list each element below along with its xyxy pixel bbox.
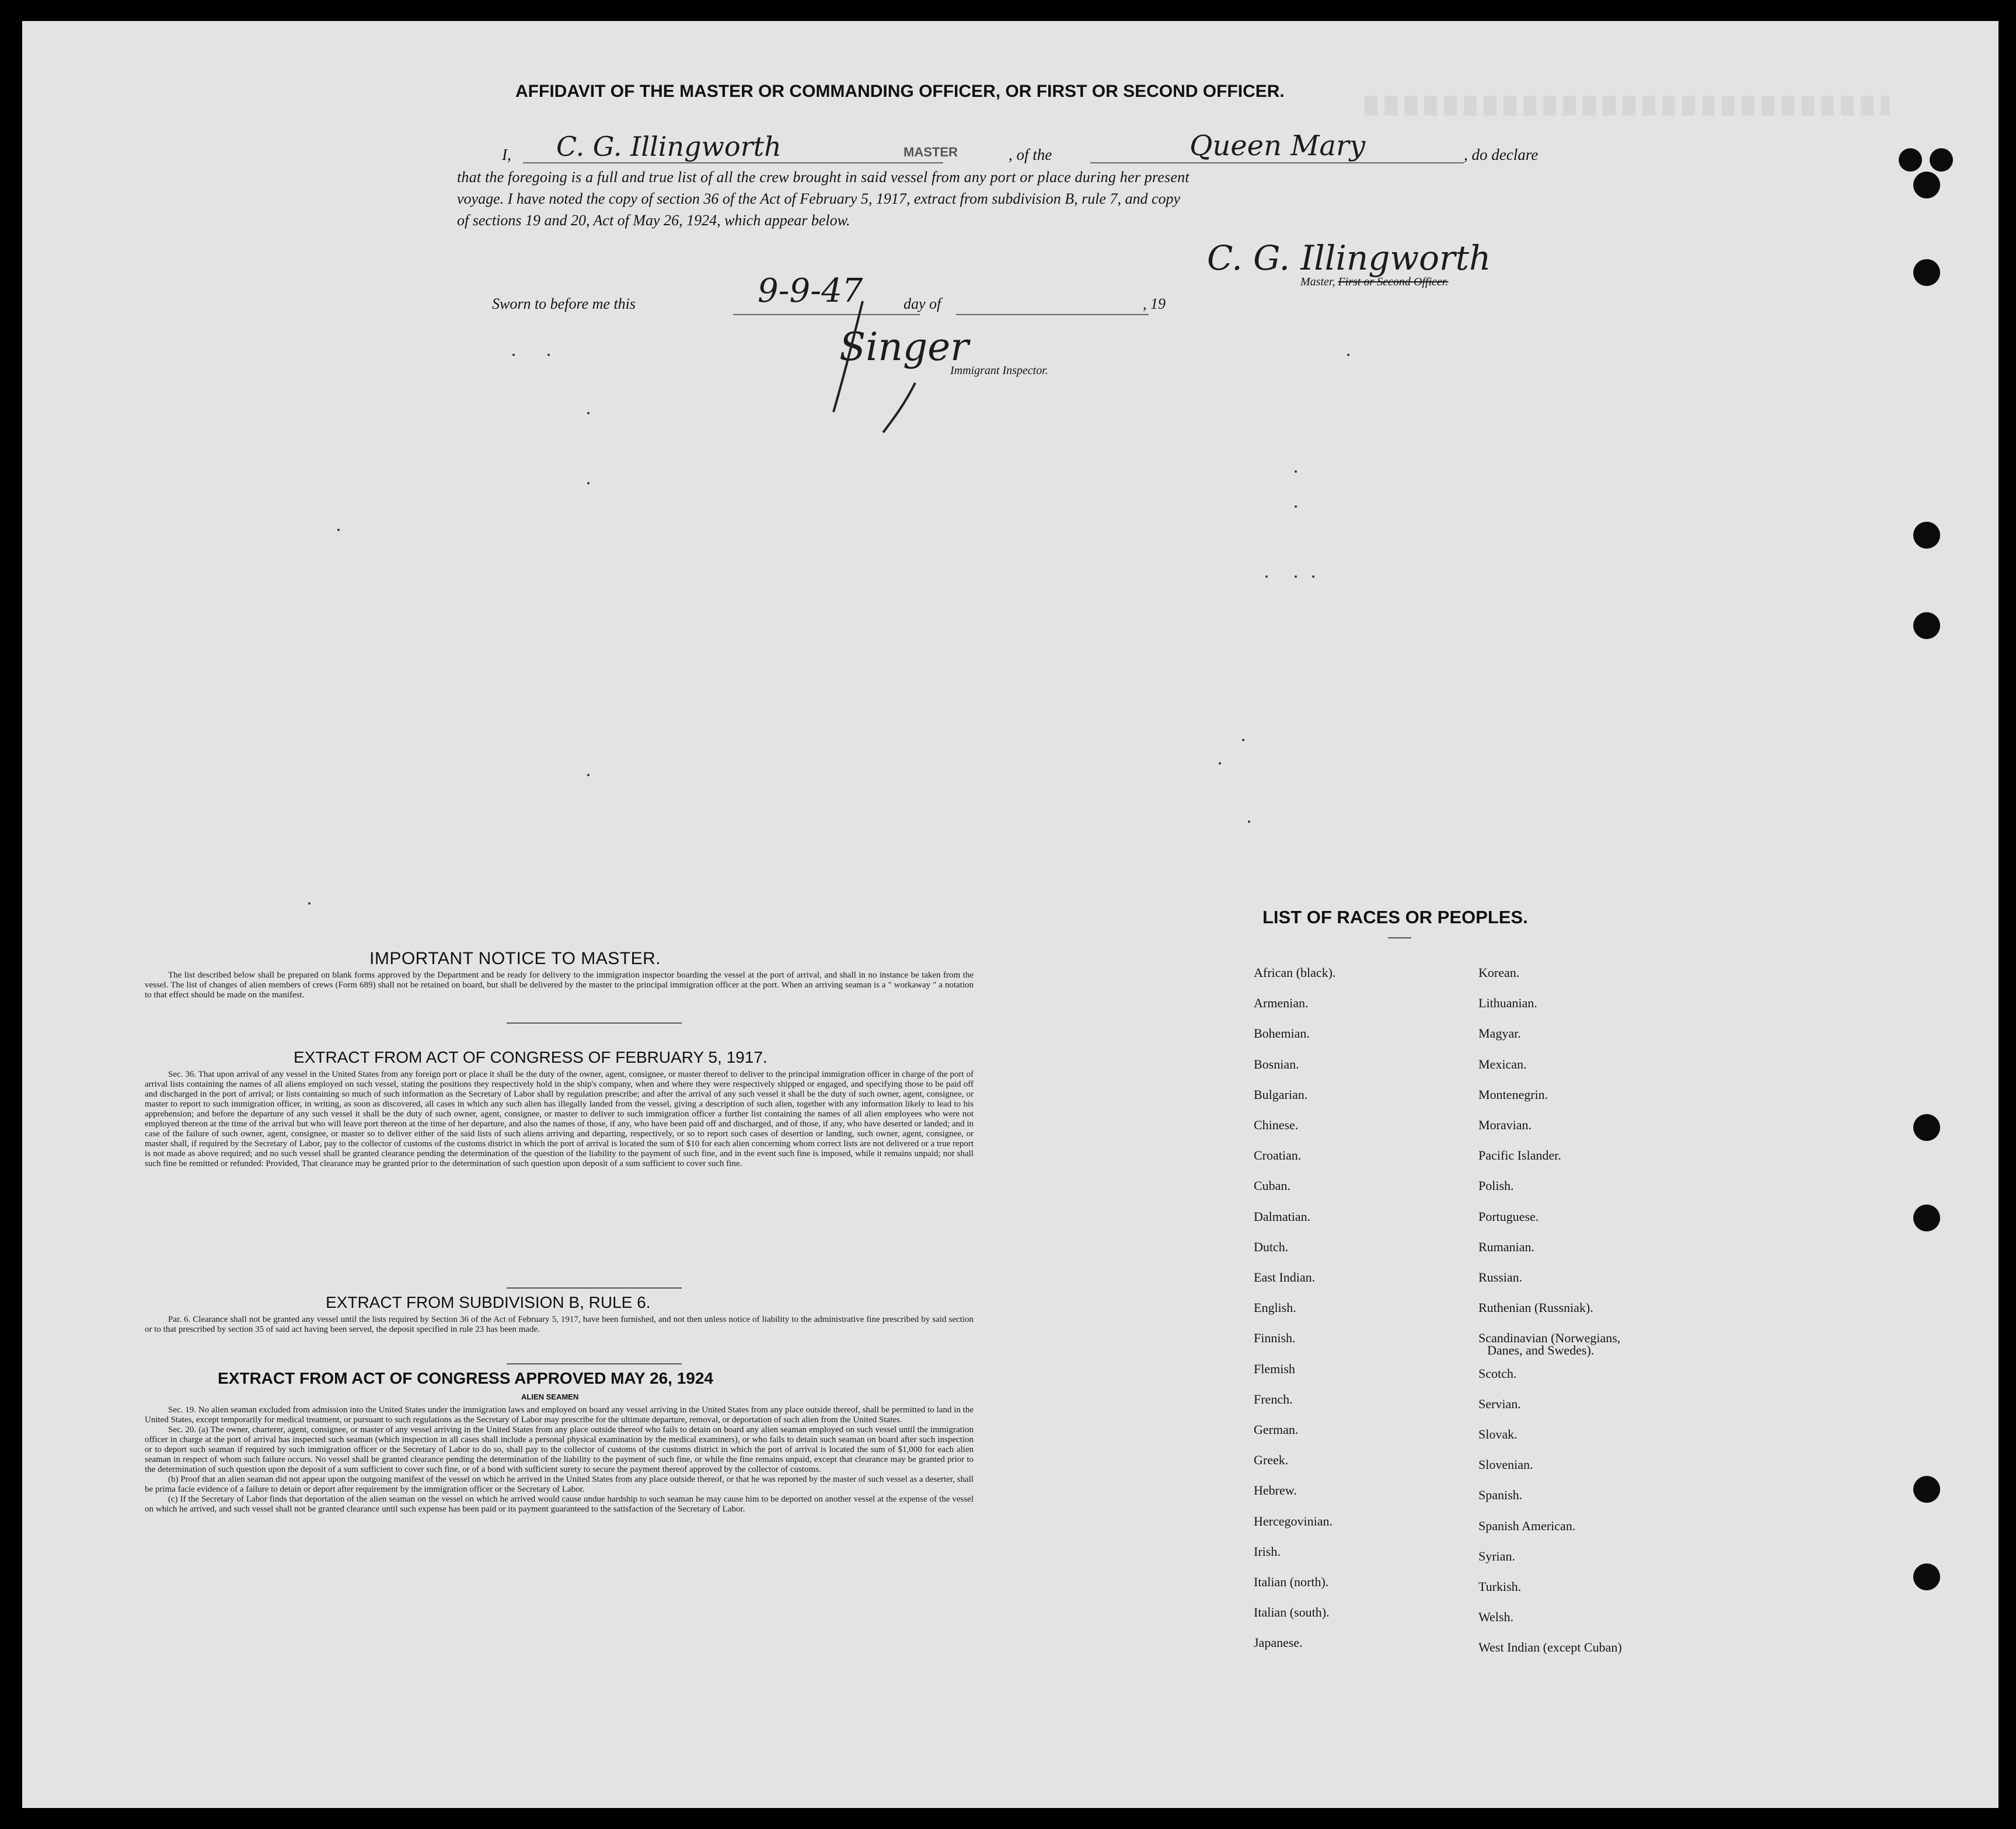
race-item-left: Bohemian. xyxy=(1254,1026,1310,1041)
speck xyxy=(587,482,590,484)
extract-1924-title: EXTRACT FROM ACT OF CONGRESS APPROVED MAY 26, 1924 xyxy=(218,1369,713,1387)
punch-hole xyxy=(1913,612,1940,639)
sec-20b-paragraph: (b) Proof that an alien seaman did not appear upon the outgoing manifest of the vessel on which he arrived in the United States from any place outside thereof, or that he was reported by the master of such vessel as a deserter, shall be prima facie evidence of a failure to detain or deport after requirement by the immigration officer or the Secretary of Labor. xyxy=(145,1475,974,1494)
speck xyxy=(1242,739,1244,741)
subdivision-text xyxy=(145,1315,974,1335)
race-item-right: Magyar. xyxy=(1478,1026,1521,1041)
inspector-signature: Singer xyxy=(839,324,969,369)
affidavit-title: AFFIDAVIT OF THE MASTER OR COMMANDING OFFICER, OR FIRST OR SECOND OFFICER. xyxy=(515,82,1285,101)
sworn-date-handwritten: 9-9-47 xyxy=(758,272,863,310)
punch-hole xyxy=(1913,1114,1940,1141)
extract-1917-paragraph: Sec. 36. That upon arrival of any vessel in the United States from any foreign port or place it shall be the duty of the owner, agent, consignee, or master thereof to deliver to the principal immigration officer in charge of the port of arrival lists containing the names of all aliens employed on such vessel, stating the positions they respectively hold in the ship's company, when and where they were respectively shipped or engaged, and specifying those to be paid off and discharged in the port of arrival; or lists containing so much of such information as the Secretary of Labor shall by regulation prescribe; and after the arrival of any such vessel it shall be the duty of such owner, agent, consignee, or master to report to such immigration officer, in writing, as soon as discovered, all cases in which any such alien has illegally landed from the vessel, giving a description of such alien, together with any information likely to lead to his apprehension; and before the departure of any such vessel it shall be the duty of such owner, agent, consignee, or master to deliver to such immigration officer a further list containing the names of all alien employees who were not employed thereon at the time of the arrival but who will leave port thereon at the time of her departure, and also the names of those, if any, who have been paid off and discharged, and of those, if any, who have deserted or landed; and in case of the failure of such owner, agent, consignee, or master so to deliver either of the said lists of such aliens arriving and departing, respectively, or so to report such cases of desertion or landing, such owner, agent, consignee, or master shall, if required by the Secretary of Labor, pay to the collector of customs of the customs district in which the port of arrival is located the sum of $10 for each alien concerning whom correct lists are not delivered or a true report is not made as above required; and no such vessel shall be granted clearance pending the determination of the question of the liability to the payment of such fine, and in the event such fine is imposed, while it remains unpaid; nor shall such fine be remitted or refunded: Provided, That clearance may be granted prior to the determination of such question upon deposit of a sum sufficient to cover such fine. xyxy=(145,1070,974,1168)
punch-hole xyxy=(1913,1205,1940,1231)
race-item-left: Greek. xyxy=(1254,1453,1289,1467)
race-item-right: Mexican. xyxy=(1478,1057,1527,1071)
race-item-right: Spanish American. xyxy=(1478,1519,1576,1533)
speck xyxy=(512,354,515,356)
race-item-right: West Indian (except Cuban) xyxy=(1478,1640,1622,1655)
alien-seamen-subtitle: ALIEN SEAMEN xyxy=(521,1392,579,1401)
race-item-right: Montenegrin. xyxy=(1478,1087,1548,1102)
punch-hole xyxy=(1913,1476,1940,1503)
master-caption xyxy=(1300,275,1448,289)
document-page xyxy=(22,21,1998,1808)
race-item-left: Armenian. xyxy=(1254,996,1309,1010)
race-item-left: African (black). xyxy=(1254,965,1336,980)
speck xyxy=(308,902,311,905)
race-item-right: Servian. xyxy=(1478,1397,1521,1411)
section-divider xyxy=(507,1363,682,1364)
race-item-right: Russian. xyxy=(1478,1270,1523,1285)
subdivision-paragraph: Par. 6. Clearance shall not be granted any vessel until the lists required by Section 36 of the Act of February 5, 1917, have been furnished, and not then unless notice of liability to the administrative fine prescribed by said section or to that prescribed by section 35 of said act having been served, the deposit specified in rule 23 has been made. xyxy=(145,1315,974,1334)
speck xyxy=(1347,354,1349,356)
race-item-left: Bosnian. xyxy=(1254,1057,1299,1071)
race-item-left: French. xyxy=(1254,1392,1293,1406)
race-item-right: Moravian. xyxy=(1478,1118,1532,1132)
race-item-left: Chinese. xyxy=(1254,1118,1299,1132)
races-title-underline xyxy=(1388,937,1411,938)
vessel-name-handwritten: Queen Mary xyxy=(1190,130,1366,162)
race-item-left: Finnish. xyxy=(1254,1331,1296,1345)
race-item-right: Welsh. xyxy=(1478,1610,1513,1624)
speck xyxy=(1219,762,1221,765)
speck xyxy=(587,412,590,414)
month-line xyxy=(956,314,1149,315)
race-item-right: Scandinavian (Norwegians, xyxy=(1478,1331,1621,1345)
affidavit-body-line-3: voyage. I have noted the copy of section 36 of the Act of February 5, 1917, extract from subdivision B, rule 7, and copy xyxy=(457,190,1181,207)
race-item-right: Rumanian. xyxy=(1478,1240,1534,1254)
race-item-left: Dalmatian. xyxy=(1254,1209,1311,1224)
speck xyxy=(337,529,340,531)
day-of-label: day of xyxy=(904,295,941,312)
race-item-right: Slovenian. xyxy=(1478,1457,1533,1472)
vessel-name-line xyxy=(1090,162,1464,163)
race-item-left: German. xyxy=(1254,1422,1299,1437)
race-item-right: Korean. xyxy=(1478,965,1520,980)
officer-caption-struck: First or Second Officer. xyxy=(1338,275,1449,288)
speck xyxy=(547,354,550,356)
section-divider xyxy=(507,1287,682,1289)
punch-hole xyxy=(1913,1563,1940,1590)
sec-19-paragraph: Sec. 19. No alien seaman excluded from admission into the United States under the immigration laws and employed on board any vessel arriving in the United States from any place outside thereof, shall be permitted to land in the United States, except temporarily for medical treatment, or pursuant to such regulations as the Secretary of Labor may prescribe for the ultimate departure, removal, or deportation of such alien from the United States. xyxy=(145,1405,974,1425)
notice-paragraph: The list described below shall be prepared on blank forms approved by the Department and be ready for delivery to the immigration inspector boarding the vessel at the port of arrival, and shall in no instance be taken from the vessel. The list of changes of alien members of crews (Form 689) shall not be retained on board, but shall be delivered by the master to the principal immigration officer at the port. When an arriving seaman is a " workaway " a notation to that effect should be made on the manifest. xyxy=(145,971,974,1000)
race-item-left: Bulgarian. xyxy=(1254,1087,1308,1102)
extract-1924-text xyxy=(145,1405,974,1514)
of-the-label: , of the xyxy=(1009,146,1052,163)
punch-hole xyxy=(1899,148,1922,172)
notice-text xyxy=(145,971,974,1000)
race-item-right: Slovak. xyxy=(1478,1427,1518,1441)
punch-hole xyxy=(1913,172,1940,198)
race-item-left: English. xyxy=(1254,1300,1296,1315)
race-item-left: East Indian. xyxy=(1254,1270,1316,1285)
race-item-right: Syrian. xyxy=(1478,1549,1515,1563)
race-item-right: Portuguese. xyxy=(1478,1209,1539,1224)
affidavit-i: I, xyxy=(502,146,511,163)
race-item-left: Hebrew. xyxy=(1254,1483,1297,1498)
race-item-right: Polish. xyxy=(1478,1178,1514,1193)
master-name-handwritten: C. G. Illingworth xyxy=(556,131,782,162)
do-declare-label: , do declare xyxy=(1464,146,1539,163)
race-item-left: Hercegovinian. xyxy=(1254,1514,1333,1528)
races-title: LIST OF RACES OR PEOPLES. xyxy=(1262,907,1528,927)
race-scandinavian-continued: Danes, and Swedes). xyxy=(1487,1343,1595,1357)
notice-title: IMPORTANT NOTICE TO MASTER. xyxy=(369,949,661,968)
speck xyxy=(1248,821,1250,823)
race-item-left: Japanese. xyxy=(1254,1635,1303,1650)
race-item-right: Ruthenian (Russniak). xyxy=(1478,1300,1593,1315)
speck xyxy=(1265,575,1268,578)
race-item-left: Italian (south). xyxy=(1254,1605,1330,1619)
race-item-right: Scotch. xyxy=(1478,1366,1517,1381)
race-item-left: Dutch. xyxy=(1254,1240,1289,1254)
race-item-left: Italian (north). xyxy=(1254,1575,1329,1589)
master-name-line xyxy=(523,162,943,163)
race-item-left: Croatian. xyxy=(1254,1148,1302,1163)
year-prefix: , 19 xyxy=(1143,295,1166,312)
sec-20c-paragraph: (c) If the Secretary of Labor finds that deportation of the alien seaman on the vessel on which he arrived would cause undue hardship to such seaman he may cause him to be deported on another vessel at the expense of the vessel on which he arrived, and such vessel shall not be granted clearance until such expense has been paid or its payment guaranteed to the satisfaction of the Secretary of Labor. xyxy=(145,1495,974,1514)
sec-20a-paragraph: Sec. 20. (a) The owner, charterer, agent, consignee, or master of any vessel arriving in the United States from any place outside thereof who fails to detain on board any alien seaman employed on such vessel until the immigration officer in charge at the port of arrival has inspected such seaman (which inspection in all cases shall include a personal physical examination by the medical examiners), or who fails to detain such seaman on board after such inspection or to deport such seaman if required by such immigration officer or the Secretary of Labor to do so, shall pay to the collector of customs of the customs district in which the port of arrival is located the sum of $1,000 for each alien seaman in respect of whom such failure occurs. No vessel shall be granted clearance pending the determination of the liability to the payment of such fine, or while the fine remains unpaid, except that clearance may be granted prior to the determination of such question upon the deposit of a sum sufficient to cover such fine, or of a bond with sufficient surety to secure the payment thereof approved by the collector of customs. xyxy=(145,1425,974,1474)
signature-stroke xyxy=(828,295,956,435)
bleed-through-ghost xyxy=(1365,96,1890,116)
speck xyxy=(587,774,590,776)
race-item-right: Pacific Islander. xyxy=(1478,1148,1561,1163)
affidavit-body-line-2: that the foregoing is a full and true list of all the crew brought in said vessel from any port or place during her present xyxy=(457,169,1190,186)
race-item-right: Turkish. xyxy=(1478,1579,1522,1594)
inspector-label: Immigrant Inspector. xyxy=(950,364,1048,377)
master-signature: C. G. Illingworth xyxy=(1207,238,1491,278)
speck xyxy=(1312,575,1314,578)
punch-hole xyxy=(1913,259,1940,286)
race-item-right: Spanish. xyxy=(1478,1488,1523,1502)
master-caption-text: Master, xyxy=(1300,275,1335,288)
sworn-label: Sworn to before me this xyxy=(492,295,636,312)
race-item-left: Cuban. xyxy=(1254,1178,1290,1193)
speck xyxy=(1295,470,1297,473)
master-label: MASTER xyxy=(904,145,958,159)
speck xyxy=(1295,575,1297,578)
subdivision-title: EXTRACT FROM SUBDIVISION B, RULE 6. xyxy=(326,1293,651,1311)
extract-1917-title: EXTRACT FROM ACT OF CONGRESS OF FEBRUARY 5, 1917. xyxy=(294,1048,768,1066)
punch-hole xyxy=(1913,522,1940,549)
extract-1917-text xyxy=(145,1070,974,1169)
race-item-left: Flemish xyxy=(1254,1362,1295,1376)
section-divider xyxy=(507,1022,682,1024)
speck xyxy=(1295,505,1297,508)
punch-hole xyxy=(1930,148,1953,172)
affidavit-body-line-4: of sections 19 and 20, Act of May 26, 1924, which appear below. xyxy=(457,212,850,229)
race-item-left: Irish. xyxy=(1254,1544,1281,1559)
race-item-right: Lithuanian. xyxy=(1478,996,1537,1010)
